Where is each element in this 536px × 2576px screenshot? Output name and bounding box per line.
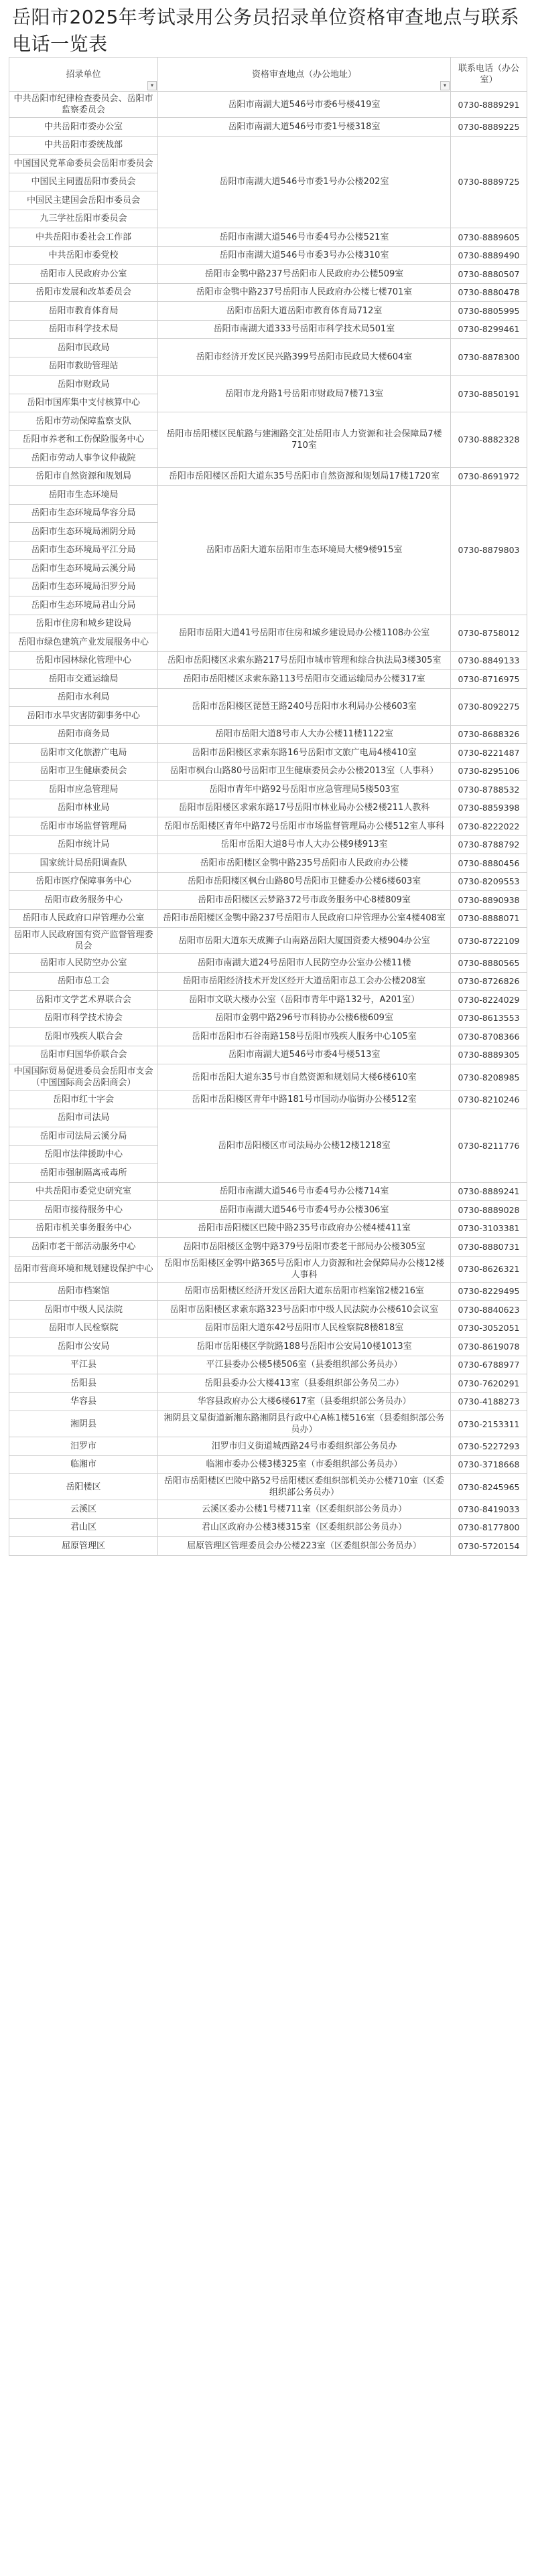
table-row: [9, 302, 527, 321]
table-row: [9, 1338, 527, 1356]
phone-cell: 0730-8880478: [451, 283, 527, 302]
address-cell: 岳阳市南湖大道333号岳阳市科学技术局501室: [158, 320, 451, 339]
page-title: 岳阳市2025年考试录用公务员招录单位资格审查地点与联系电话一览表: [12, 6, 520, 55]
phone-cell: 0730-8889291: [451, 92, 527, 118]
phone-cell: 0730-8850191: [451, 376, 527, 412]
unit-cell: 岳阳市营商环境和规划建设保护中心: [9, 1256, 158, 1282]
address-cell: 岳阳市岳阳楼区金鹗中路235号岳阳市人民政府办公楼: [158, 854, 451, 873]
table-row: [9, 817, 527, 836]
unit-cell: 岳阳市人民检察院: [9, 1319, 158, 1338]
phone-cell: 0730-8619078: [451, 1338, 527, 1356]
table-row: [9, 991, 527, 1010]
address-cell: 岳阳市岳阳楼区云梦路372号市政务服务中心8楼809室: [158, 891, 451, 910]
address-cell: 岳阳市岳阳大道41号岳阳市住房和城乡建设局办公楼1108办公室: [158, 615, 451, 651]
unit-cell: 中共岳阳市委办公室: [9, 118, 158, 137]
phone-cell: 0730-8889490: [451, 246, 527, 265]
unit-cell: 岳阳市救助管理站: [9, 357, 158, 376]
phone-cell: 0730-8222022: [451, 817, 527, 836]
address-cell: 岳阳市金鹗中路237号岳阳市人民政府办公楼七楼701室: [158, 283, 451, 302]
unit-cell: 临湘市: [9, 1455, 158, 1474]
header-address: [158, 58, 451, 92]
phone-cell: 0730-8708366: [451, 1028, 527, 1046]
address-cell: 岳阳市南湖大道546号市委4号楼513室: [158, 1046, 451, 1064]
unit-cell: 屈原管理区: [9, 1537, 158, 1556]
table-row: [9, 265, 527, 284]
phone-cell: 0730-8299461: [451, 320, 527, 339]
phone-cell: 0730-7620291: [451, 1374, 527, 1393]
unit-cell: 岳阳市市场监督管理局: [9, 817, 158, 836]
address-cell: 岳阳市岳阳大道东岳阳市生态环境局大楼9楼915室: [158, 486, 451, 615]
unit-cell: 岳阳市教育体育局: [9, 302, 158, 321]
address-cell: 岳阳市岳阳楼区青年中路181号市国动办临街办公楼512室: [158, 1091, 451, 1109]
phone-cell: 0730-8889605: [451, 228, 527, 247]
phone-cell: 0730-5720154: [451, 1537, 527, 1556]
table-row: [9, 486, 527, 505]
unit-cell: 岳阳市生态环境局平江分局: [9, 541, 158, 560]
table-row: [9, 1282, 527, 1301]
recruitment-table: [9, 57, 527, 1556]
address-cell: 岳阳市金鹗中路237号岳阳市人民政府办公楼509室: [158, 265, 451, 284]
address-cell: 华容县政府办公大楼6楼617室（县委组织部公务员办）: [158, 1392, 451, 1411]
phone-cell: 0730-8880565: [451, 954, 527, 973]
address-cell: 岳阳市金鹗中路296号市科协办公楼6楼609室: [158, 1009, 451, 1028]
table-row: [9, 1109, 527, 1127]
unit-cell: 岳阳市人民政府办公室: [9, 265, 158, 284]
phone-cell: 0730-8726826: [451, 972, 527, 991]
phone-cell: 0730-8849133: [451, 651, 527, 670]
unit-cell: 岳阳市生态环境局湘阴分局: [9, 523, 158, 542]
table-row: [9, 1182, 527, 1201]
phone-cell: 0730-2153311: [451, 1411, 527, 1437]
address-cell: 岳阳市岳阳楼区金鹗中路365号岳阳市人力资源和社会保障局办公楼12楼人事科: [158, 1256, 451, 1282]
unit-cell: 岳阳市商务局: [9, 725, 158, 744]
table-row: [9, 1046, 527, 1064]
unit-cell: 岳阳市水旱灾害防御事务中心: [9, 707, 158, 726]
phone-cell: 0730-8722109: [451, 928, 527, 954]
phone-cell: 0730-8788792: [451, 835, 527, 854]
address-cell: 岳阳市岳阳大道8号市人大办公楼11楼1122室: [158, 725, 451, 744]
address-cell: 岳阳市岳阳楼区琵琶王路240号岳阳市水利局办公楼603室: [158, 688, 451, 725]
table-row: [9, 1301, 527, 1319]
unit-cell: 中国国际贸易促进委员会岳阳市支会（中国国际商会岳阳商会）: [9, 1064, 158, 1091]
table-row: [9, 872, 527, 891]
unit-cell: 岳阳市机关事务服务中心: [9, 1219, 158, 1238]
address-cell: 岳阳市岳阳市石谷南路158号岳阳市残疾人服务中心105室: [158, 1028, 451, 1046]
unit-cell: 岳阳市统计局: [9, 835, 158, 854]
table-row: [9, 92, 527, 118]
table-row: [9, 1500, 527, 1519]
unit-cell: 岳阳市强制隔离戒毒所: [9, 1164, 158, 1183]
table-row: [9, 1392, 527, 1411]
address-cell: 岳阳市岳阳楼区巴陵中路235号市政府办公楼4楼411室: [158, 1219, 451, 1238]
table-row: [9, 246, 527, 265]
unit-cell: 云溪区: [9, 1500, 158, 1519]
table-row: [9, 1455, 527, 1474]
table-row: [9, 835, 527, 854]
table-row: [9, 1201, 527, 1220]
table-row: [9, 1518, 527, 1537]
table-row: [9, 376, 527, 394]
phone-cell: 0730-8890938: [451, 891, 527, 910]
phone-cell: 0730-8221487: [451, 744, 527, 762]
unit-cell: 中国国民党革命委员会岳阳市委员会: [9, 155, 158, 173]
address-cell: 岳阳市岳阳大道东天成狮子山南路岳阳大厦国资委大楼904办公室: [158, 928, 451, 954]
table-row: [9, 320, 527, 339]
unit-cell: 岳阳市生态环境局华容分局: [9, 504, 158, 523]
unit-cell: 岳阳市劳动保障监察支队: [9, 412, 158, 431]
table-row: [9, 1238, 527, 1257]
unit-cell: 岳阳市中级人民法院: [9, 1301, 158, 1319]
phone-cell: 0730-8208985: [451, 1064, 527, 1091]
recruitment-table-sheet: [9, 57, 527, 1556]
table-header-row: [9, 58, 527, 92]
address-cell: 岳阳市南湖大道546号市委1号楼318室: [158, 118, 451, 137]
address-cell: 岳阳市南湖大道546号市委3号办公楼310室: [158, 246, 451, 265]
table-row: [9, 744, 527, 762]
table-row: [9, 118, 527, 137]
phone-cell: 0730-8092275: [451, 688, 527, 725]
phone-cell: 0730-8859398: [451, 799, 527, 817]
address-cell: 岳阳市岳阳楼区求索东路217号岳阳市城市管理和综合执法局3楼305室: [158, 651, 451, 670]
unit-cell: 岳阳市人民政府国有资产监督管理委员会: [9, 928, 158, 954]
address-cell: 岳阳县委办公大楼413室（县委组织部公务员二办）: [158, 1374, 451, 1393]
phone-cell: 0730-8788532: [451, 781, 527, 799]
address-cell: 汨罗市归义街道城西路24号市委组织部公务员办: [158, 1437, 451, 1456]
unit-cell: 中国民主同盟岳阳市委员会: [9, 173, 158, 191]
address-cell: 岳阳市南湖大道546号市委4号办公楼306室: [158, 1201, 451, 1220]
phone-cell: 0730-8889225: [451, 118, 527, 137]
phone-cell: 0730-8880731: [451, 1238, 527, 1257]
phone-cell: 0730-8626321: [451, 1256, 527, 1282]
table-row: [9, 283, 527, 302]
unit-cell: 岳阳市老干部活动服务中心: [9, 1238, 158, 1257]
table-row: [9, 1437, 527, 1456]
table-row: [9, 136, 527, 155]
unit-cell: 岳阳市文化旅游广电局: [9, 744, 158, 762]
address-cell: 岳阳市岳阳楼区市司法局办公楼12楼1218室: [158, 1109, 451, 1182]
unit-cell: 中共岳阳市委党史研究室: [9, 1182, 158, 1201]
unit-cell: 岳阳市绿色建筑产业发展服务中心: [9, 633, 158, 652]
unit-cell: 岳阳市文学艺术界联合会: [9, 991, 158, 1010]
unit-cell: 平江县: [9, 1356, 158, 1374]
unit-cell: 岳阳市财政局: [9, 376, 158, 394]
table-row: [9, 615, 527, 633]
address-cell: 岳阳市岳阳楼区青年中路72号岳阳市市场监督管理局办公楼512室人事科: [158, 817, 451, 836]
table-row: [9, 1356, 527, 1374]
phone-cell: 0730-8888071: [451, 909, 527, 928]
unit-cell: 岳阳市科学技术局: [9, 320, 158, 339]
table-row: [9, 1256, 527, 1282]
unit-cell: 岳阳市住房和城乡建设局: [9, 615, 158, 633]
phone-cell: 0730-3052051: [451, 1319, 527, 1338]
phone-cell: 0730-8840623: [451, 1301, 527, 1319]
unit-cell: 岳阳市应急管理局: [9, 781, 158, 799]
phone-cell: 0730-8889241: [451, 1182, 527, 1201]
address-cell: 岳阳市青年中路92号岳阳市应急管理局5楼503室: [158, 781, 451, 799]
unit-cell: 岳阳市自然资源和规划局: [9, 467, 158, 486]
table-row: [9, 891, 527, 910]
phone-cell: 0730-8879803: [451, 486, 527, 615]
filter-dropdown-icon[interactable]: ▾: [147, 81, 157, 90]
table-row: [9, 1319, 527, 1338]
address-cell: 君山区政府办公楼3楼315室（区委组织部公务员办）: [158, 1518, 451, 1537]
unit-cell: 岳阳市科学技术协会: [9, 1009, 158, 1028]
phone-cell: 0730-8245965: [451, 1474, 527, 1500]
address-cell: 岳阳市南湖大道24号岳阳市人民防空办公室办公楼11楼: [158, 954, 451, 973]
address-cell: 云溪区委办公楼1号楼711室（区委组织部公务员办）: [158, 1500, 451, 1519]
phone-cell: 0730-8889028: [451, 1201, 527, 1220]
unit-cell: 岳阳市总工会: [9, 972, 158, 991]
address-cell: 岳阳市岳阳大道岳阳市教育体育局712室: [158, 302, 451, 321]
phone-cell: 0730-8758012: [451, 615, 527, 651]
unit-cell: 岳阳市劳动人事争议仲裁院: [9, 449, 158, 468]
table-row: [9, 1091, 527, 1109]
header-phone: [451, 58, 527, 92]
table-row: [9, 799, 527, 817]
address-cell: 屈原管理区管理委员会办公楼223室（区委组织部公务员办）: [158, 1537, 451, 1556]
phone-cell: 0730-8878300: [451, 339, 527, 376]
address-cell: 岳阳市岳阳楼区求索东路16号岳阳市文旅广电局4楼410室: [158, 744, 451, 762]
address-cell: 岳阳市南湖大道546号市委1号办公楼202室: [158, 136, 451, 228]
unit-cell: 岳阳市医疗保障事务中心: [9, 872, 158, 891]
table-row: [9, 1374, 527, 1393]
unit-cell: 岳阳市民政局: [9, 339, 158, 357]
address-cell: 岳阳市岳阳楼区经济开发区岳阳大道东岳阳市档案馆2楼216室: [158, 1282, 451, 1301]
phone-cell: 0730-3103381: [451, 1219, 527, 1238]
phone-cell: 0730-8177800: [451, 1518, 527, 1537]
address-cell: 岳阳市南湖大道546号市委4号办公楼521室: [158, 228, 451, 247]
phone-cell: 0730-8882328: [451, 412, 527, 468]
header-unit: [9, 58, 158, 92]
phone-cell: 0730-5227293: [451, 1437, 527, 1456]
phone-cell: 0730-8688326: [451, 725, 527, 744]
unit-cell: 岳阳市司法局云溪分局: [9, 1127, 158, 1146]
table-row: [9, 725, 527, 744]
table-row: [9, 1411, 527, 1437]
unit-cell: 岳阳市生态环境局云溪分局: [9, 560, 158, 578]
unit-cell: 中共岳阳市委统战部: [9, 136, 158, 155]
header-unit-label: 招录单位: [66, 69, 101, 80]
phone-cell: 0730-8613553: [451, 1009, 527, 1028]
unit-cell: 岳阳市接待服务中心: [9, 1201, 158, 1220]
header-address-label: 资格审查地点（办公地址）: [251, 69, 356, 80]
phone-cell: 0730-8209553: [451, 872, 527, 891]
address-cell: 岳阳市岳阳楼区枫台山路80号岳阳市卫健委办公楼6楼603室: [158, 872, 451, 891]
phone-cell: 0730-8419033: [451, 1500, 527, 1519]
unit-cell: 岳阳市法律援助中心: [9, 1145, 158, 1164]
phone-cell: 0730-8224029: [451, 991, 527, 1010]
phone-cell: 0730-8229495: [451, 1282, 527, 1301]
address-cell: 湘阴县文星街道新湘东路湘阴县行政中心A栋1楼516室（县委组织部公务员办）: [158, 1411, 451, 1437]
unit-cell: 华容县: [9, 1392, 158, 1411]
unit-cell: 岳阳市生态环境局: [9, 486, 158, 505]
unit-cell: 岳阳市卫生健康委员会: [9, 762, 158, 781]
phone-cell: 0730-8889305: [451, 1046, 527, 1064]
table-row: [9, 1219, 527, 1238]
address-cell: 岳阳市岳阳楼区求索东路113号岳阳市交通运输局办公楼317室: [158, 670, 451, 689]
address-cell: 岳阳市文联大楼办公室（岳阳市青年中路132号，A201室）: [158, 991, 451, 1010]
unit-cell: 岳阳县: [9, 1374, 158, 1393]
unit-cell: 中共岳阳市纪律检查委员会、岳阳市监察委员会: [9, 92, 158, 118]
table-row: [9, 228, 527, 247]
phone-cell: 0730-4188273: [451, 1392, 527, 1411]
table-row: [9, 972, 527, 991]
address-cell: 岳阳市岳阳楼区民航路与建湘路交汇处岳阳市人力资源和社会保障局7楼710室: [158, 412, 451, 468]
phone-cell: 0730-8880507: [451, 265, 527, 284]
address-cell: 岳阳市南湖大道546号市委4号办公楼714室: [158, 1182, 451, 1201]
phone-cell: 0730-8889725: [451, 136, 527, 228]
unit-cell: 国家统计局岳阳调查队: [9, 854, 158, 873]
unit-cell: 岳阳市交通运输局: [9, 670, 158, 689]
phone-cell: 0730-8805995: [451, 302, 527, 321]
table-row: [9, 854, 527, 873]
table-row: [9, 1009, 527, 1028]
unit-cell: 湘阴县: [9, 1411, 158, 1437]
unit-cell: 岳阳市司法局: [9, 1109, 158, 1127]
address-cell: 岳阳市岳阳大道8号市人大办公楼9楼913室: [158, 835, 451, 854]
unit-cell: 岳阳市林业局: [9, 799, 158, 817]
table-row: [9, 1537, 527, 1556]
table-row: [9, 781, 527, 799]
table-row: [9, 762, 527, 781]
table-row: [9, 467, 527, 486]
table-row: [9, 670, 527, 689]
unit-cell: 岳阳市人民防空办公室: [9, 954, 158, 973]
table-row: [9, 1474, 527, 1500]
table-row: [9, 651, 527, 670]
unit-cell: 岳阳市残疾人联合会: [9, 1028, 158, 1046]
phone-cell: 0730-8716975: [451, 670, 527, 689]
unit-cell: 岳阳市归国华侨联合会: [9, 1046, 158, 1064]
unit-cell: 岳阳市园林绿化管理中心: [9, 651, 158, 670]
unit-cell: 岳阳楼区: [9, 1474, 158, 1500]
phone-cell: 0730-8295106: [451, 762, 527, 781]
unit-cell: 君山区: [9, 1518, 158, 1537]
unit-cell: 岳阳市人民政府口岸管理办公室: [9, 909, 158, 928]
table-row: [9, 1064, 527, 1091]
phone-cell: 0730-8210246: [451, 1091, 527, 1109]
unit-cell: 岳阳市政务服务中心: [9, 891, 158, 910]
address-cell: 岳阳市岳阳楼区求索东路323号岳阳市中级人民法院办公楼610会议室: [158, 1301, 451, 1319]
unit-cell: 岳阳市红十字会: [9, 1091, 158, 1109]
address-cell: 岳阳市岳阳楼区金鹗中路237号岳阳市人民政府口岸管理办公室4楼408室: [158, 909, 451, 928]
unit-cell: 岳阳市国库集中支付核算中心: [9, 394, 158, 412]
table-row: [9, 339, 527, 357]
unit-cell: 岳阳市养老和工伤保险服务中心: [9, 430, 158, 449]
table-row: [9, 909, 527, 928]
unit-cell: 中国民主建国会岳阳市委员会: [9, 191, 158, 210]
address-cell: 岳阳市岳阳楼区巴陵中路52号岳阳楼区委组织部机关办公楼710室（区委组织部公务员办）: [158, 1474, 451, 1500]
unit-cell: 岳阳市生态环境局君山分局: [9, 596, 158, 615]
table-row: [9, 1028, 527, 1046]
unit-cell: 汨罗市: [9, 1437, 158, 1456]
address-cell: 岳阳市岳阳楼区学院路188号岳阳市公安局10楼1013室: [158, 1338, 451, 1356]
phone-cell: 0730-6788977: [451, 1356, 527, 1374]
unit-cell: 岳阳市档案馆: [9, 1282, 158, 1301]
unit-cell: 岳阳市生态环境局汨罗分局: [9, 578, 158, 596]
table-row: [9, 688, 527, 707]
phone-cell: 0730-8211776: [451, 1109, 527, 1182]
address-cell: 临湘市委办公楼3楼325室（市委组织部公务员办）: [158, 1455, 451, 1474]
address-cell: 岳阳市南湖大道546号市委6号楼419室: [158, 92, 451, 118]
phone-cell: 0730-3718668: [451, 1455, 527, 1474]
address-cell: 岳阳市岳阳大道东42号岳阳市人民检察院8楼818室: [158, 1319, 451, 1338]
address-cell: 岳阳市经济开发区民兴路399号岳阳市民政局大楼604室: [158, 339, 451, 376]
unit-cell: 岳阳市发展和改革委员会: [9, 283, 158, 302]
unit-cell: 岳阳市公安局: [9, 1338, 158, 1356]
filter-dropdown-icon[interactable]: ▾: [440, 81, 450, 90]
address-cell: 岳阳市岳阳楼区金鹗中路379号岳阳市委老干部局办公楼305室: [158, 1238, 451, 1257]
address-cell: 岳阳市岳阳大道东35号市自然资源和规划局大楼6楼610室: [158, 1064, 451, 1091]
unit-cell: 中共岳阳市委党校: [9, 246, 158, 265]
address-cell: 平江县委办公楼5楼506室（县委组织部公务员办）: [158, 1356, 451, 1374]
table-row: [9, 954, 527, 973]
address-cell: 岳阳市岳阳楼区岳阳大道东35号岳阳市自然资源和规划局17楼1720室: [158, 467, 451, 486]
address-cell: 岳阳市龙舟路1号岳阳市财政局7楼713室: [158, 376, 451, 412]
table-row: [9, 928, 527, 954]
address-cell: 岳阳市岳阳经济技术开发区经开大道岳阳市总工会办公楼208室: [158, 972, 451, 991]
address-cell: 岳阳市枫台山路80号岳阳市卫生健康委员会办公楼2013室（人事科）: [158, 762, 451, 781]
unit-cell: 岳阳市水利局: [9, 688, 158, 707]
unit-cell: 九三学社岳阳市委员会: [9, 210, 158, 228]
address-cell: 岳阳市岳阳楼区求索东路17号岳阳市林业局办公楼2楼211人教科: [158, 799, 451, 817]
unit-cell: 中共岳阳市委社会工作部: [9, 228, 158, 247]
header-phone-label: 联系电话（办公室）: [458, 64, 519, 85]
phone-cell: 0730-8691972: [451, 467, 527, 486]
table-row: [9, 412, 527, 431]
phone-cell: 0730-8880456: [451, 854, 527, 873]
